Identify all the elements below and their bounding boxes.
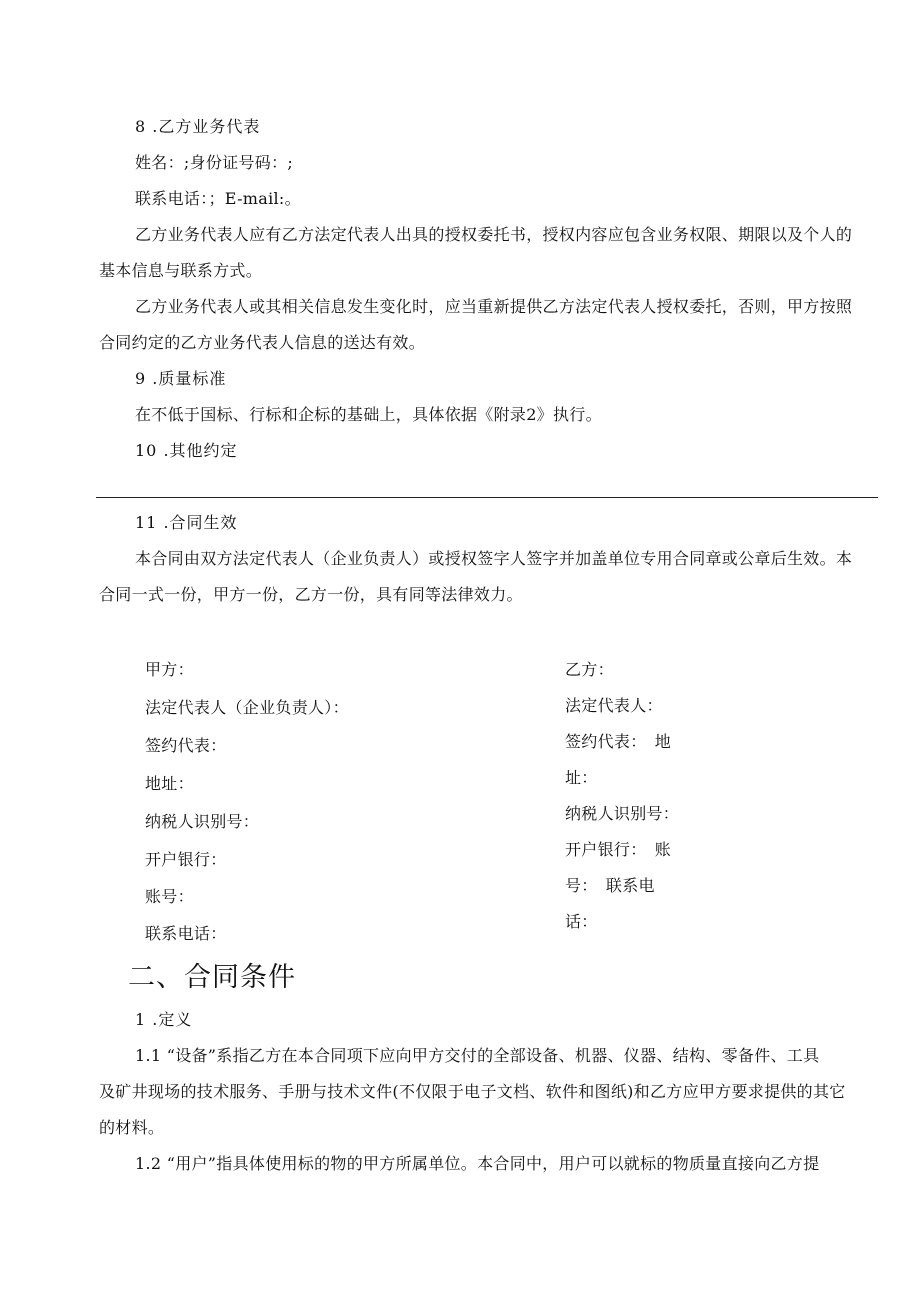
definition-1-1-line-2: 及矿井现场的技术服务、手册与技术文件(不仅限于电子文档、软件和图纸)和乙方应甲方要求提供的其它 xyxy=(99,1082,846,1101)
rep-paragraph-2-line-1: 乙方业务代表人或其相关信息发生变化时，应当重新提供乙方法定代表人授权委托，否则，甲方按照 xyxy=(135,297,853,316)
section-10-title: 10 .其他约定 xyxy=(135,441,238,460)
party-a-bank: 开户银行： xyxy=(145,850,227,869)
rep-phone-email: 联系电话：；E-mail:。 xyxy=(135,189,301,208)
definition-1-1-line-1: 1.1 “设备”系指乙方在本合同项下应向甲方交付的全部设备、机器、仪器、结构、零备件、工具 xyxy=(135,1046,820,1065)
page-divider xyxy=(96,497,878,498)
party-a-account: 账号： xyxy=(145,887,194,906)
section-9-title: 9 .质量标准 xyxy=(135,369,227,388)
party-b-label: 乙方： xyxy=(565,660,614,679)
party-b-address-cont: 址： xyxy=(565,768,598,787)
effect-line-2: 合同一式一份，甲方一份，乙方一份，具有同等法律效力。 xyxy=(99,585,523,604)
party-b-signer-address: 签约代表： 地 xyxy=(565,732,672,751)
party-a-tax-id: 纳税人识别号： xyxy=(145,812,260,831)
party-a-phone: 联系电话： xyxy=(145,924,227,943)
rep-paragraph-1-line-2: 基本信息与联系方式。 xyxy=(99,261,263,280)
party-a-signer: 签约代表： xyxy=(145,736,227,755)
party-a-address: 地址： xyxy=(145,774,194,793)
effect-line-1: 本合同由双方法定代表人（企业负责人）或授权签字人签字并加盖单位专用合同章或公章后生效。本 xyxy=(135,549,853,568)
section-8-title: 8 .乙方业务代表 xyxy=(135,117,261,136)
party-b-phone-cont: 话： xyxy=(565,912,598,931)
chapter-2-heading: 二、合同条件 xyxy=(128,962,296,993)
definition-title: 1 .定义 xyxy=(135,1010,193,1029)
definition-1-2-line-1: 1.2 “用户”指具体使用标的物的甲方所属单位。本合同中，用户可以就标的物质量直接向乙方提 xyxy=(135,1154,820,1173)
rep-name-id: 姓名：;身份证号码：; xyxy=(135,153,294,172)
definition-1-1-line-3: 的材料。 xyxy=(99,1118,165,1137)
rep-paragraph-1-line-1: 乙方业务代表人应有乙方法定代表人出具的授权委托书，授权内容应包含业务权限、期限以及个人的 xyxy=(135,225,853,244)
party-b-account-phone: 号： 联系电 xyxy=(565,876,655,895)
party-b-tax-id: 纳税人识别号： xyxy=(565,804,680,823)
party-b-legal-rep: 法定代表人： xyxy=(565,696,663,715)
rep-paragraph-2-line-2: 合同约定的乙方业务代表人信息的送达有效。 xyxy=(99,333,426,352)
party-a-legal-rep: 法定代表人（企业负责人）： xyxy=(145,698,349,717)
quality-standard-text: 在不低于国标、行标和企标的基础上，具体依据《附录2》执行。 xyxy=(135,405,602,424)
party-a-label: 甲方： xyxy=(145,660,194,679)
party-b-bank-account: 开户银行： 账 xyxy=(565,840,672,859)
section-11-title: 11 .合同生效 xyxy=(135,513,238,532)
